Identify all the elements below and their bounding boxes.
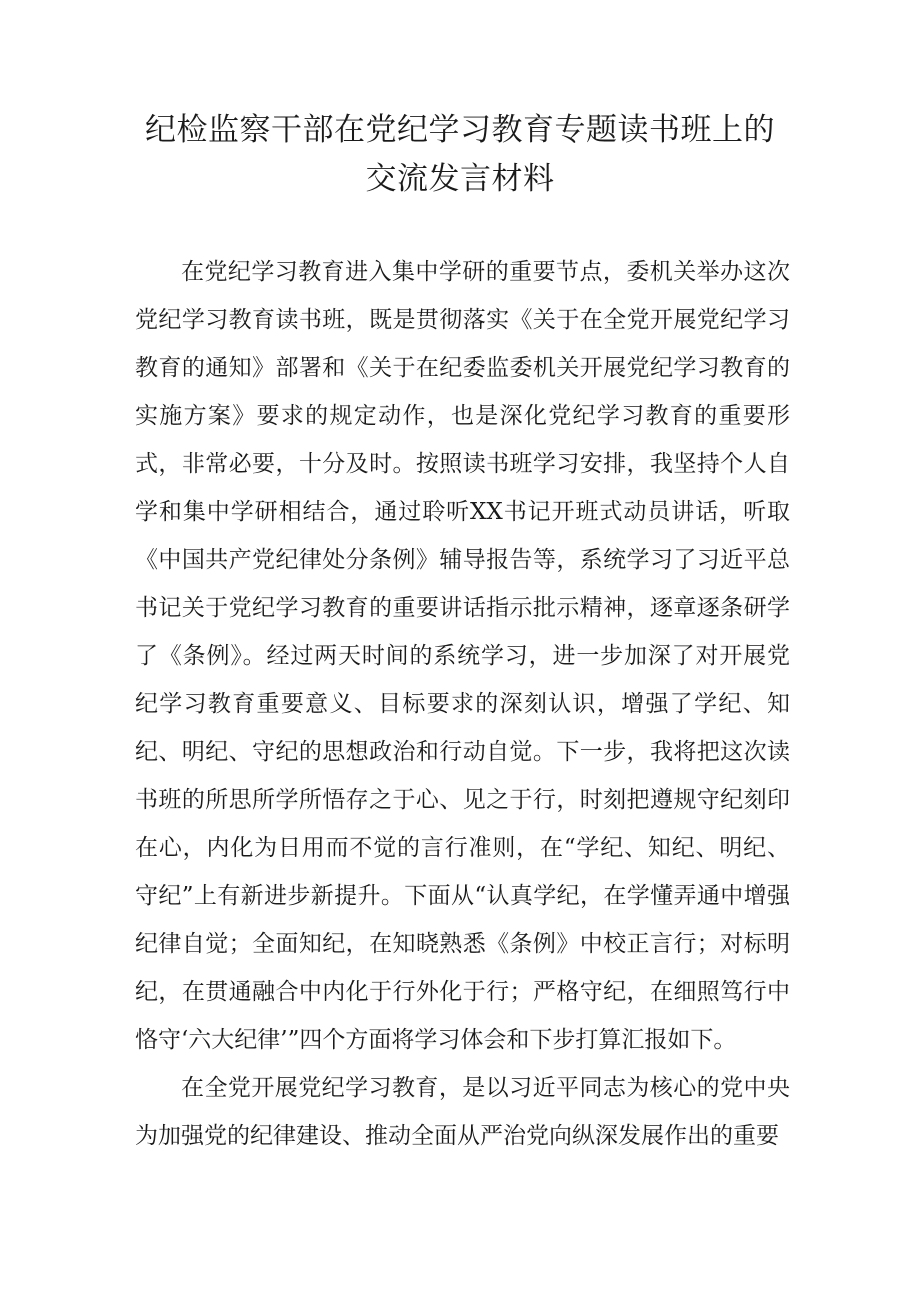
body-paragraph-2: 在全党开展党纪学习教育，是以习近平同志为核心的党中央为加强党的纪律建设、推动全面从严治党向纵深发展作出的重要 xyxy=(135,1075,790,1149)
body-paragraph-1: 在党纪学习教育进入集中学研的重要节点，委机关举办这次党纪学习教育读书班，既是贯彻落实《关于在全党开展党纪学习教育的通知》部署和《关于在纪委监委机关开展党纪学习教育的实施方案》要求的规定动作，也是深化党纪学习教育的重要形式，非常必要，十分及时。按照读书班学习安排，我坚持个人自学和集中学研相结合，通过聆听XX书记开班式动员讲话，听取《中国共产党纪律处分条例》辅导报告等，系统学习了习近平总书记关于党纪学习教育的重要讲话指示批示精神，逐章逐条研学了《条例》。经过两天时间的系统学习，进一步加深了对开展党纪学习教育重要意义、目标要求的深刻认识，增强了学纪、知纪、明纪、守纪的思想政治和行动自觉。下一步，我将把这次读书班的所思所学所悟存之于心、见之于行，时刻把遵规守纪刻印在心，内化为日用而不觉的言行准则，在“学纪、知纪、明纪、守纪”上有新进步新提升。下面从“认真学纪，在学懂弄通中增强纪律自觉；全面知纪，在知晓熟悉《条例》中校正言行；对标明纪，在贯通融合中内化于行外化于行；严格守纪，在细照笃行中恪守‘六大纪律’”四个方面将学习体会和下步打算汇报如下。 xyxy=(135,259,790,1053)
document-title xyxy=(130,106,790,204)
document-title-line-2: 交流发言材料 xyxy=(365,161,555,197)
document-title-line-1: 纪检监察干部在党纪学习教育专题读书班上的 xyxy=(145,112,775,148)
document-body xyxy=(135,248,790,1160)
